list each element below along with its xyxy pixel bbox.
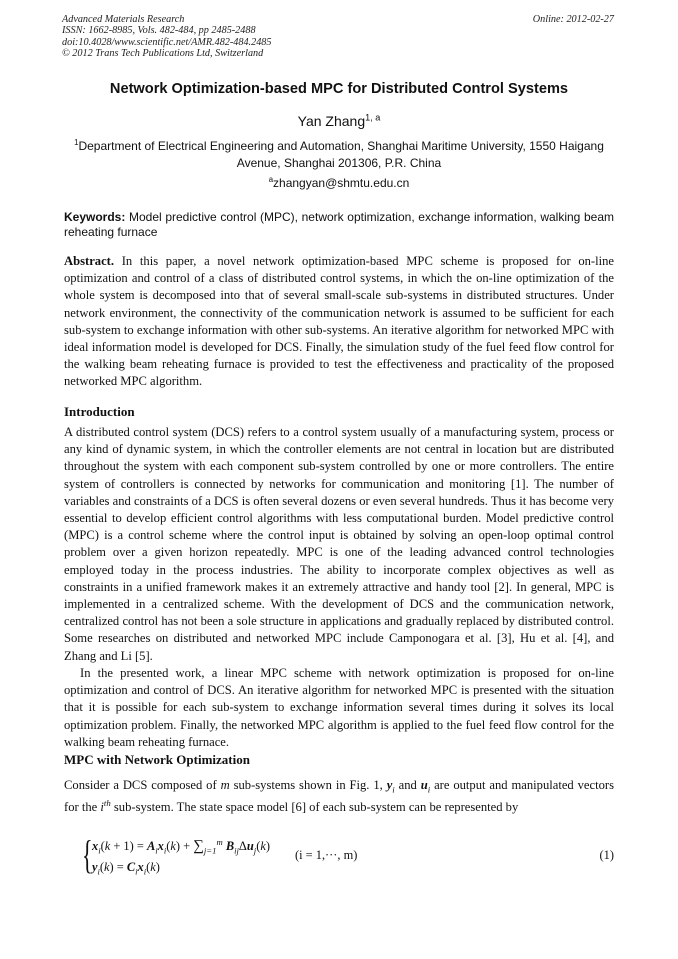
keywords [64, 210, 614, 240]
online-date: Online: 2012-02-27 [532, 14, 614, 25]
email-address[interactable]: zhangyan@shmtu.edu.cn [273, 176, 410, 190]
journal-header [62, 14, 271, 59]
sentence-part: sub-systems shown in Fig. 1, [233, 778, 383, 792]
author-line [0, 113, 678, 129]
sentence-part: Consider a DCS composed of [64, 778, 217, 792]
introduction-paragraph-2 [64, 665, 614, 751]
equation-condition: (i = 1,···, m) [295, 848, 358, 862]
introduction-paragraph-1: A distributed control system (DCS) refers to a control system usually of a manufacturing system, process or any kind of dynamic system, in which the controller elements are not central in location but are distributed throughout the system with each component sub-system controlled by one or more controllers. The entire system of controllers is connected by networks for communication and monitoring [1]. The number of variables and constraints of a DCS is often several dozens or even several hundreds. Thus it has become very essential to develop efficient control algorithms with less computational burden. Model predictive control (MPC) is a control scheme where the control input is obtained by solving an open-loop optimal control problem over a given horizon repeatedly. MPC is one of the leading advanced control technologies employed today in the process industries. The ability to incorporate complex objectives as well as constraints in a unified framework makes it an extremely attractive and handy tool [2]. In general, MPC is implemented in a centralized scheme. With the development of DCS and the communication network, centralized control has not been a sole structure in applications and gradually replaced by distributed control. Some researches on distributed and networked MPC include Camponogara et al. [3], Hu et al. [4], and Zhang and Li [5]. [64, 425, 614, 663]
copyright-line: © 2012 Trans Tech Publications Ltd, Switzerland [62, 47, 264, 59]
equation-1 [82, 832, 622, 882]
math-m: m [220, 778, 230, 792]
affiliation [64, 138, 614, 172]
journal-name: Advanced Materials Research [62, 14, 185, 25]
math-y: y [386, 778, 393, 792]
equation-line-2: $y_i(k) = C_ix_i(k)$ [92, 860, 160, 877]
keywords-label: Keywords: [64, 210, 126, 224]
sentence-part: sub-system. The state space model [6] of each sub-system can be represented by [113, 800, 519, 814]
introduction-heading: Introduction [64, 404, 135, 419]
email-sup: a [268, 175, 274, 184]
author-name: Yan Zhang [297, 113, 366, 129]
math-i: i [100, 800, 104, 814]
math-sub-i: i [427, 784, 431, 795]
affiliation-text: Department of Electrical Engineering and Automation, Shanghai Maritime University, 1550 Haigang Avenue, Shanghai 201306, P.R. China [78, 139, 604, 170]
abstract-text: In this paper, a novel network optimization-based MPC scheme is proposed for on-line optimization and control of a class of distributed control systems, in which the on-line optimization of the whole system is decomposed into that of several small-scale sub-systems in distributed structures. Under network environment, the connectivity of the communication network is assumed to be sufficient for each sub-system to exchange information with other sub-systems. An iterative algorithm for networked MPC with ideal information model is developed for DCS. Finally, the simulation study of the fuel feed flow control for the walking beam reheating furnace is provided to test the effectiveness and practicality of the proposed networked MPC algorithm. [64, 254, 614, 389]
left-brace: { [82, 832, 93, 877]
sentence-part: and [398, 778, 417, 792]
affiliation-sup: 1 [74, 138, 79, 147]
introduction-paragraph-2-text: In the presented work, a linear MPC scheme with network optimization is proposed for on-line optimization and control of DCS. An iterative algorithm for networked MPC is presented with the situation that it is possible for each sub-system to exchange information several times during it solves its local optimization problem. Finally, the networked MPC algorithm is applied to the fuel feed flow control for the walking beam reheating furnace. [64, 666, 614, 749]
issn-line: ISSN: 1662-8985, Vols. 482-484, pp 2485-2488 [62, 25, 256, 37]
keywords-text: Model predictive control (MPC), network optimization, exchange information, walking beam reheating furnace [64, 210, 615, 239]
math-u: u [420, 778, 428, 792]
paper-title: Network Optimization-based MPC for Distributed Control Systems [109, 81, 569, 97]
equation-number: (1) [599, 848, 614, 862]
section-heading-mpc: MPC with Network Optimization [64, 752, 250, 767]
email-line [0, 176, 678, 190]
sentence-part: are output and manipulated vectors for the [64, 778, 614, 814]
math-sub-i: i [392, 784, 395, 795]
abstract-label: Abstract. [64, 254, 115, 268]
math-sup-th: th [103, 797, 111, 808]
author-sup: 1, a [365, 112, 381, 123]
doi-line: doi:10.4028/www.scientific.net/AMR.482-484.2485 [62, 36, 272, 48]
section-paragraph [64, 774, 614, 818]
equation-line-1: $x_i(k + 1) = A_ix_i(k) + \sum_{j=1}^m$ $B_{ij}\Delta u_j(k)$ [92, 836, 270, 856]
abstract [64, 253, 614, 391]
